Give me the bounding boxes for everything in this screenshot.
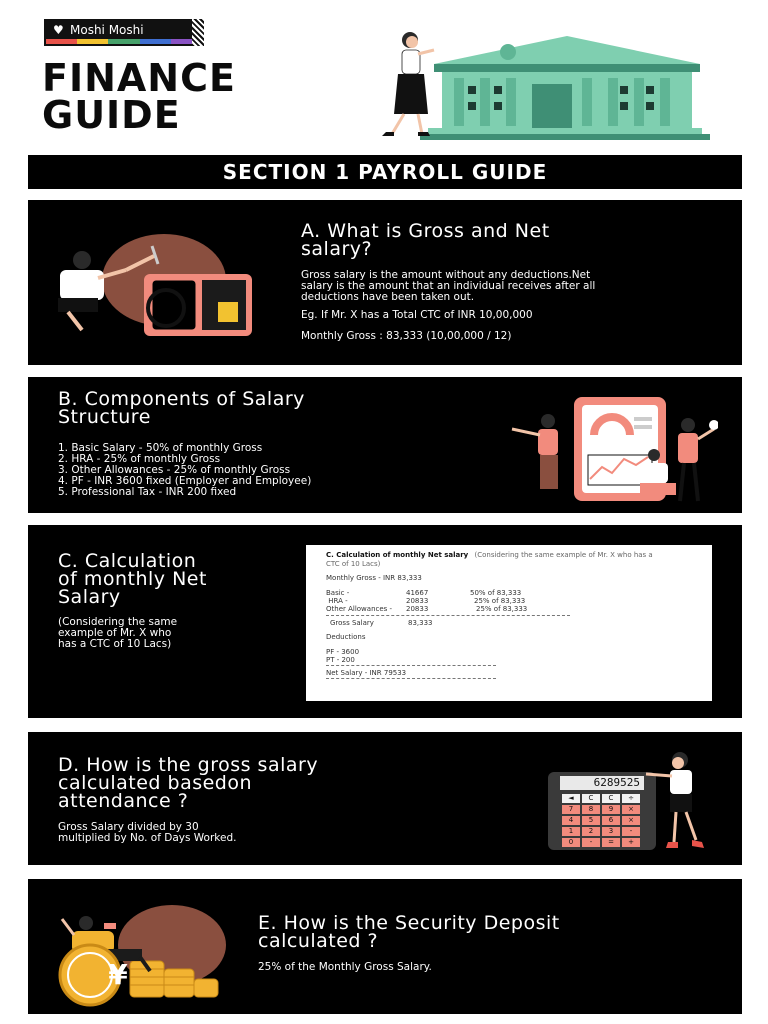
brand-stripes [46, 39, 202, 44]
card-a-definition: Gross salary is the amount without any deductions.Net salary is the amount that an individual receives after all deductions have been taken out. [301, 269, 596, 303]
calculator-key: 4 [562, 816, 580, 825]
card-salary-components [28, 377, 742, 513]
calculator-key: 9 [602, 805, 620, 814]
card-c-note: (Considering the same example of Mr. X who has a CTC of 10 Lacs) [58, 616, 178, 650]
divider [326, 615, 570, 616]
calc-row-share: 25% of 83,333 [476, 605, 528, 613]
card-a-example: Eg. If Mr. X has a Total CTC of INR 10,00,000 [301, 309, 533, 321]
list-item: 4. PF - INR 3600 fixed (Employer and Employee) [58, 475, 312, 487]
woman-illustration [640, 750, 720, 862]
calculation-sheet [306, 545, 712, 701]
calc-gross-label: Gross Salary [330, 619, 374, 627]
safe-illustration [54, 230, 284, 340]
calculator-key: 0 [562, 838, 580, 847]
page-title: FINANCE GUIDE [42, 56, 236, 137]
calculator-key: 3 [602, 827, 620, 836]
calc-row-share: 25% of 83,333 [474, 597, 526, 605]
calculator-key: 8 [582, 805, 600, 814]
calc-gross-value: 83,333 [408, 619, 433, 627]
calculator-key: + [622, 838, 640, 847]
list-item: 1. Basic Salary - 50% of monthly Gross [58, 442, 263, 454]
calc-monthly-gross: Monthly Gross - INR 83,333 [326, 574, 422, 582]
calculator-key: 5 [582, 816, 600, 825]
calculator-key: 6 [602, 816, 620, 825]
calculator-key: ÷ [622, 794, 640, 803]
calculator-key: × [622, 816, 640, 825]
calculator-key: ◄ [562, 794, 580, 803]
calc-row-label: HRA - [326, 597, 348, 605]
calculator-key: × [622, 805, 640, 814]
calc-net-salary: Net Salary - INR 79533 [326, 669, 407, 677]
card-d-text: Gross Salary divided by 30 multiplied by No. of Days Worked. [58, 821, 237, 844]
divider [326, 678, 496, 679]
calculator-key: 1 [562, 827, 580, 836]
card-e-title: E. How is the Security Deposit calculated ? [258, 912, 560, 952]
calculator-key: C [582, 794, 600, 803]
card-b-title: B. Components of Salary Structure [58, 388, 305, 428]
calc-heading-note-2: CTC of 10 Lacs) [326, 560, 381, 568]
calc-row-label: Other Allowances - [326, 605, 393, 613]
calculator-key: 7 [562, 805, 580, 814]
heart-icon: ♥ [53, 23, 64, 37]
calculator-key: C [602, 794, 620, 803]
list-item: 3. Other Allowances - 25% of monthly Gross [58, 464, 291, 476]
components-list [58, 443, 311, 498]
bank-illustration [372, 28, 717, 146]
calc-row-label: Basic - [326, 589, 350, 597]
calculator-key: = [602, 838, 620, 847]
brand-name: Moshi Moshi [70, 23, 144, 37]
calc-heading-note: (Considering the same example of Mr. X who has a [474, 551, 653, 559]
calc-pt: PT - 200 [326, 656, 355, 664]
dashboard-illustration [508, 395, 718, 507]
calc-row-value: 20833 [406, 597, 429, 605]
calc-row-value: 41667 [406, 589, 429, 597]
card-e-text: 25% of the Monthly Gross Salary. [258, 961, 432, 973]
section-title: SECTION 1 PAYROLL GUIDE [28, 155, 742, 189]
card-a-title: A. What is Gross and Net salary? [301, 220, 550, 260]
card-a-monthly-gross: Monthly Gross : 83,333 (10,00,000 / 12) [301, 330, 512, 342]
card-attendance-gross [28, 732, 742, 865]
card-gross-net [28, 200, 742, 365]
calculator-key: - [622, 827, 640, 836]
list-item: 5. Professional Tax - INR 200 fixed [58, 486, 237, 498]
calculator-display: 6289525 [560, 776, 644, 790]
brand-logo [44, 19, 204, 46]
divider [326, 665, 496, 666]
calc-pf: PF - 3600 [326, 648, 360, 656]
logo-hatch [192, 19, 204, 46]
calculator-keypad [562, 794, 644, 847]
calc-row-value: 20833 [406, 605, 429, 613]
calc-heading: C. Calculation of monthly Net salary [326, 551, 469, 559]
yen-icon: ¥ [108, 958, 128, 991]
calculator-key: - [582, 838, 600, 847]
calculator-key: 2 [582, 827, 600, 836]
list-item: 2. HRA - 25% of monthly Gross [58, 453, 221, 465]
card-d-title: D. How is the gross salary calculated basedon attendance ? [58, 754, 319, 812]
card-security-deposit [28, 879, 742, 1014]
card-c-title: C. Calculation of monthly Net Salary [58, 550, 207, 608]
calc-deductions: Deductions [326, 633, 366, 641]
calc-row-share: 50% of 83,333 [470, 589, 522, 597]
